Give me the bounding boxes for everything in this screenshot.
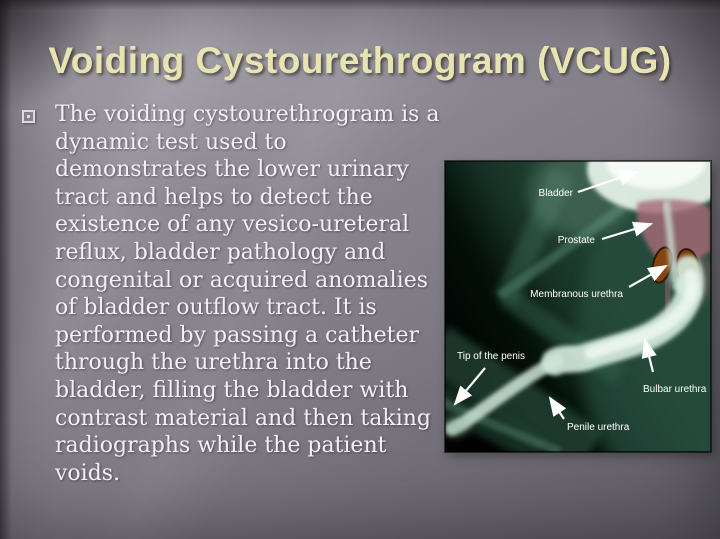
label-membranous-urethra: Membranous urethra [530,289,623,300]
square-bullet-icon [22,110,35,123]
slide-title: Voiding Cystourethrogram (VCUG) [48,40,672,81]
label-penile-urethra: Penile urethra [567,422,630,433]
bullet-paragraph: The voiding cystourethrogram is a dynamic test used to demonstrates the lower urinary tract and helps to detect the existence of any vesico-ureteral reflux, bladder pathology and congenital or acquired anomalies of bladder outflow tract. It is performed by passing a catheter through the urethra into the bladder, filling the bladder with contrast material and then taking radiographs while the patient voids. [55,102,440,486]
vcug-xray-image [445,161,711,452]
label-tip-of-the-penis: Tip of the penis [457,351,526,362]
label-prostate: Prostate [557,235,595,246]
label-bulbar-urethra: Bulbar urethra [643,384,707,395]
vcug-xray-diagram [445,161,711,452]
body-text-block [20,101,444,487]
label-bladder: Bladder [538,188,573,199]
